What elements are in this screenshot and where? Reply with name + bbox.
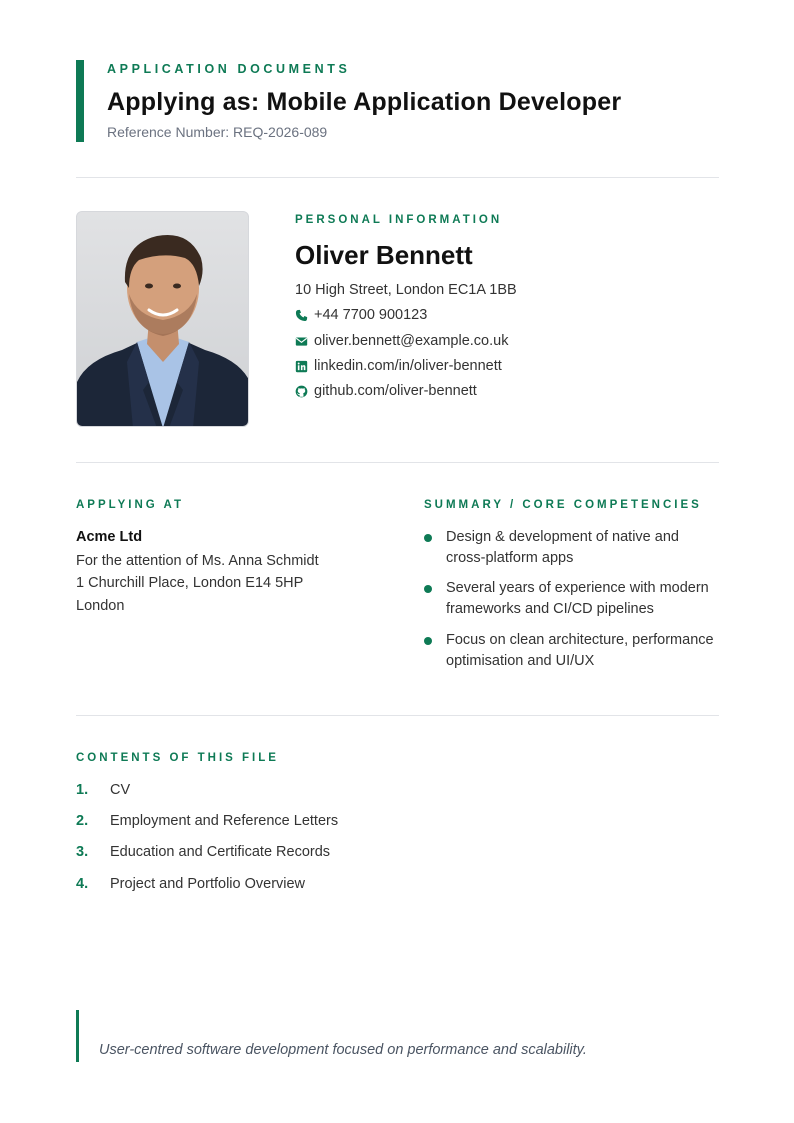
linkedin-text: linkedin.com/in/oliver-bennett [314, 358, 502, 374]
list-item [424, 630, 719, 672]
linkedin-icon [295, 360, 308, 373]
address-line [295, 282, 517, 298]
phone-line[interactable] [295, 307, 427, 323]
footer-quote: User-centred software development focused on performance and scalability. [99, 1042, 587, 1058]
portrait-photo [76, 211, 249, 427]
phone-icon [295, 309, 308, 322]
list-item [76, 782, 476, 802]
list-item [424, 578, 719, 620]
item-number: 4. [76, 876, 89, 892]
bullet-icon [424, 585, 432, 593]
portrait-illustration [77, 212, 249, 427]
divider [76, 715, 719, 716]
quote-accent-bar [76, 1010, 79, 1062]
recipient-line: For the attention of Ms. Anna Schmidt [76, 553, 319, 569]
github-icon [295, 385, 308, 398]
address-text: 10 High Street, London EC1A 1BB [295, 282, 517, 298]
mail-icon [295, 335, 308, 348]
list-item [76, 844, 476, 864]
applicant-name: Oliver Bennett [295, 240, 473, 270]
item-text: CV [110, 782, 131, 798]
item-text: Project and Portfolio Overview [110, 876, 306, 892]
company-address-line: 1 Churchill Place, London E14 5HP [76, 575, 304, 591]
competency-text: Focus on clean architecture, performance optimisation and UI/UX [446, 632, 714, 669]
divider [76, 177, 719, 178]
list-item [76, 813, 476, 833]
competency-text: Design & development of native and cross-platform apps [446, 529, 679, 566]
company-name: Acme Ltd [76, 529, 143, 545]
email-line[interactable] [295, 333, 508, 349]
list-item [76, 876, 476, 896]
email-text: oliver.bennett@example.co.uk [314, 333, 509, 349]
list-item [424, 527, 719, 569]
github-text: github.com/oliver-bennett [314, 383, 477, 399]
item-number: 3. [76, 844, 89, 860]
bullet-icon [424, 637, 432, 645]
phone-text: +44 7700 900123 [314, 307, 428, 323]
page-title: Applying as: Mobile Application Developer [107, 88, 622, 116]
item-number: 2. [76, 813, 89, 829]
company-city-line: London [76, 598, 125, 614]
item-text: Education and Certificate Records [110, 844, 331, 860]
github-line[interactable] [295, 383, 477, 399]
summary-label: SUMMARY / CORE COMPETENCIES [424, 499, 702, 511]
item-number: 1. [76, 782, 89, 798]
reference-number: Reference Number: REQ-2026-089 [107, 124, 328, 140]
header-kicker: APPLICATION DOCUMENTS [107, 62, 351, 76]
accent-bar [76, 60, 84, 142]
divider [76, 462, 719, 463]
personal-info-label: PERSONAL INFORMATION [295, 214, 503, 226]
linkedin-line[interactable] [295, 358, 502, 374]
competency-text: Several years of experience with modern frameworks and CI/CD pipelines [446, 580, 709, 617]
applying-at-label: APPLYING AT [76, 499, 184, 511]
document-header [76, 60, 719, 142]
item-text: Employment and Reference Letters [110, 813, 339, 829]
contents-label: CONTENTS OF THIS FILE [76, 752, 279, 764]
bullet-icon [424, 534, 432, 542]
